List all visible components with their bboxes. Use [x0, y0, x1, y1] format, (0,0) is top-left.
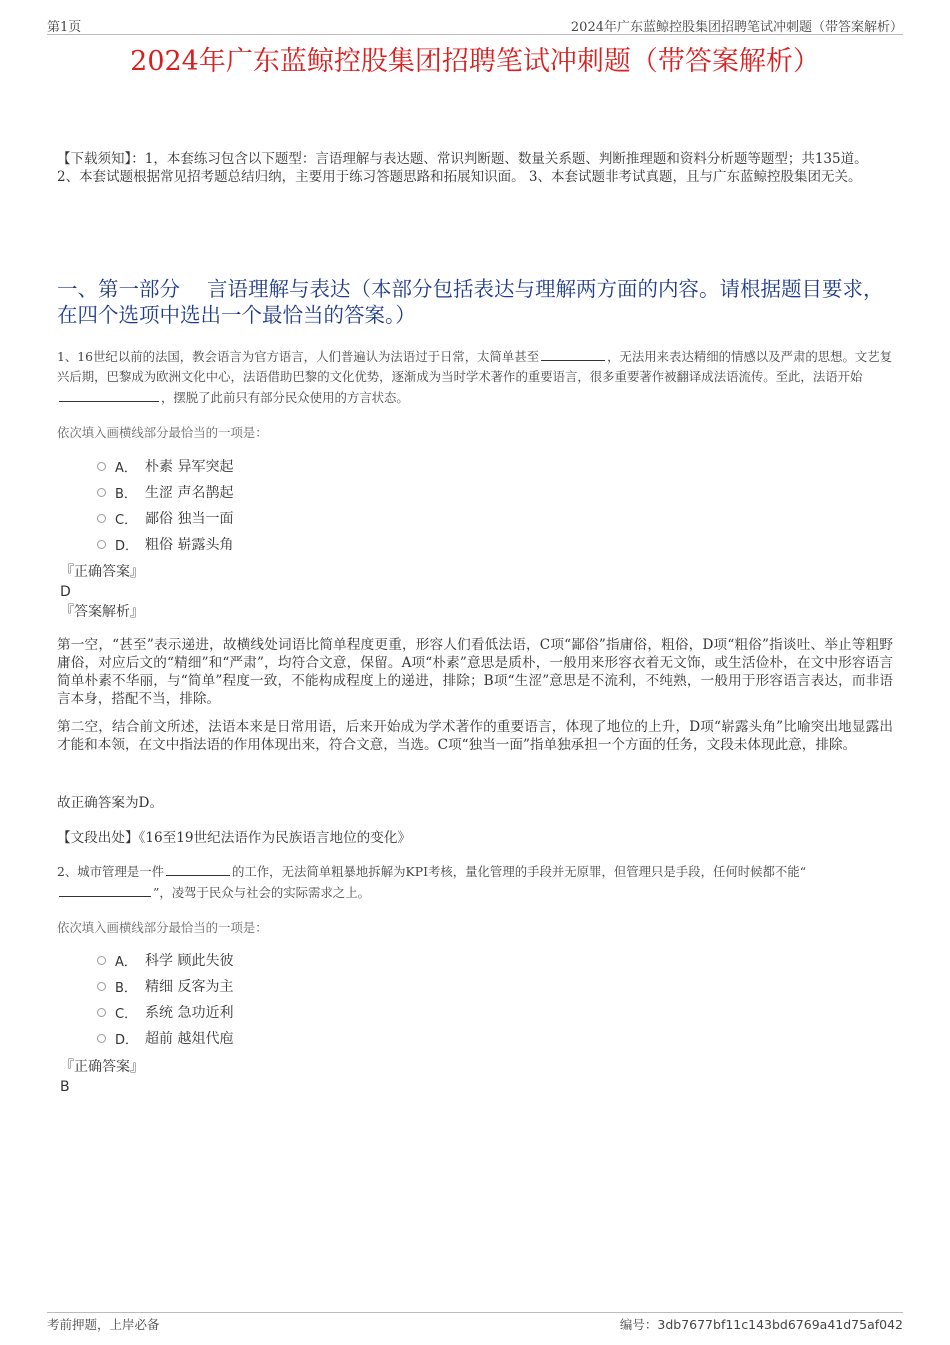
option-d[interactable]	[97, 1025, 233, 1051]
question-1-answer-block	[60, 562, 144, 622]
option-letter: C．	[115, 512, 138, 528]
radio-button[interactable]	[97, 488, 106, 497]
option-text: 朴素 异军突起	[145, 459, 234, 475]
analysis-label: 『答案解析』	[60, 604, 144, 620]
question-1-text-part: 1、16世纪以前的法国，教会语言为官方语言，人们普遍认为法语过于日常，太简单甚至	[57, 349, 540, 364]
question-1-options	[97, 453, 233, 557]
question-2-answer-block	[60, 1057, 144, 1097]
document-code	[620, 1315, 903, 1333]
question-2-text-part: 2、城市管理是一件	[57, 864, 165, 879]
option-letter: D．	[115, 538, 139, 554]
option-letter: C．	[115, 1006, 138, 1022]
option-letter: D．	[115, 1032, 139, 1048]
option-text: 生涩 声名鹊起	[145, 485, 234, 501]
code-value: 3db7677bf11c143bd6769a41d75af042	[657, 1317, 903, 1332]
answer-label: 『正确答案』	[60, 1059, 144, 1075]
radio-button[interactable]	[97, 1008, 106, 1017]
answer-blank	[59, 882, 151, 897]
page-header	[47, 14, 903, 35]
question-2-text-part: ”，凌驾于民众与社会的实际需求之上。	[153, 885, 370, 900]
question-1-prompt: 依次填入画横线部分最恰当的一项是：	[57, 425, 268, 440]
option-a[interactable]	[97, 947, 233, 973]
answer-value: D	[60, 584, 71, 600]
answer-blank	[541, 346, 605, 361]
option-text: 系统 急功近利	[145, 1005, 234, 1021]
option-letter: A．	[115, 954, 137, 970]
option-b[interactable]	[97, 479, 233, 505]
option-letter: A．	[115, 460, 137, 476]
answer-value: B	[60, 1079, 70, 1095]
radio-button[interactable]	[97, 982, 106, 991]
radio-button[interactable]	[97, 462, 106, 471]
radio-button[interactable]	[97, 540, 106, 549]
page-footer	[47, 1312, 903, 1337]
question-1-text-part: ，摆脱了此前只有部分民众使用的方言状态。	[161, 390, 409, 405]
answer-label: 『正确答案』	[60, 564, 144, 580]
radio-button[interactable]	[97, 956, 106, 965]
radio-button[interactable]	[97, 514, 106, 523]
option-c[interactable]	[97, 505, 233, 531]
analysis-paragraph-2: 第二空，结合前文所述，法语本来是日常用语，后来开始成为学术著作的重要语言，体现了地位的上升，D项“崭露头角”比喻突出地显露出才能和本领，在文中指法语的作用体现出来，符合文意，当选。C项“独当一面”指单独承担一个方面的任务，文段未体现此意，排除。	[57, 719, 893, 753]
code-label: 编号：	[619, 1317, 658, 1332]
download-notice: 【下载须知】：1，本套练习包含以下题型：言语理解与表达题、常识判断题、数量关系题、判断推理题和资料分析题等题型；共135道。 2、本套试题根据常见招考题总结归纳，主要用于练习答题思路和拓展知识面。 3、本套试题非考试真题，且与广东蓝鲸控股集团无关。	[57, 151, 868, 185]
document-title: 2024年广东蓝鲸控股集团招聘笔试冲刺题（带答案解析）	[130, 46, 820, 77]
option-letter: B．	[115, 980, 137, 996]
option-a[interactable]	[97, 453, 233, 479]
option-d[interactable]	[97, 531, 233, 557]
answer-blank	[166, 861, 230, 876]
question-1-text-part: ，无法用来表达精细的情感以及严肃的思想。文艺复兴后期，巴黎成为欧洲文化中心，法语借助巴黎的文化优势，逐渐成为当时学术著作的重要语言，很多重要著作被翻译成法语流传。至此，法语开始	[57, 349, 893, 384]
page-number: 第1页	[47, 20, 82, 35]
question-2-prompt: 依次填入画横线部分最恰当的一项是：	[57, 920, 268, 935]
question-2-text-part: 的工作，无法简单粗暴地拆解为KPI考核，量化管理的手段并无原罪，但管理只是手段，任何时候都不能“	[232, 864, 807, 879]
option-text: 科学 顾此失彼	[145, 953, 234, 969]
passage-source: 【文段出处】《16至19世纪法语作为民族语言地位的变化》	[57, 830, 412, 846]
section-title: 一、第一部分 言语理解与表达（本部分包括表达与理解两方面的内容。请根据题目要求，在四个选项中选出一个最恰当的答案。）	[57, 277, 884, 327]
answer-blank	[59, 387, 159, 402]
option-text: 超前 越俎代庖	[145, 1031, 234, 1047]
question-1-text	[57, 346, 893, 408]
option-text: 精细 反客为主	[145, 979, 234, 995]
option-text: 鄙俗 独当一面	[145, 511, 234, 527]
question-2-text	[57, 861, 893, 903]
radio-button[interactable]	[97, 1034, 106, 1043]
header-doc-title: 2024年广东蓝鲸控股集团招聘笔试冲刺题（带答案解析）	[570, 20, 903, 35]
question-2-options	[97, 947, 233, 1051]
option-b[interactable]	[97, 973, 233, 999]
option-text: 粗俗 崭露头角	[145, 537, 234, 553]
option-c[interactable]	[97, 999, 233, 1025]
analysis-paragraph-1: 第一空，“甚至”表示递进，故横线处词语比简单程度更重，形容人们看低法语，C项“鄙俗”指庸俗，粗俗，D项“粗俗”指谈吐、举止等粗野庸俗，对应后文的“精细”和“严肃”，均符合文意，保留。A项“朴素”意思是质朴，一般用来形容衣着无文饰，或生活俭朴，在文中形容语言简单朴素不华丽，与“简单”程度一致，不能构成程度上的递进，排除；B项“生涩”意思是不流利，不纯熟，一般用于形容语言表达，而非语言本身，搭配不当，排除。	[57, 637, 893, 707]
analysis-conclusion: 故正确答案为D。	[57, 795, 164, 811]
option-letter: B．	[115, 486, 137, 502]
footer-slogan: 考前押题，上岸必备	[47, 1317, 160, 1332]
